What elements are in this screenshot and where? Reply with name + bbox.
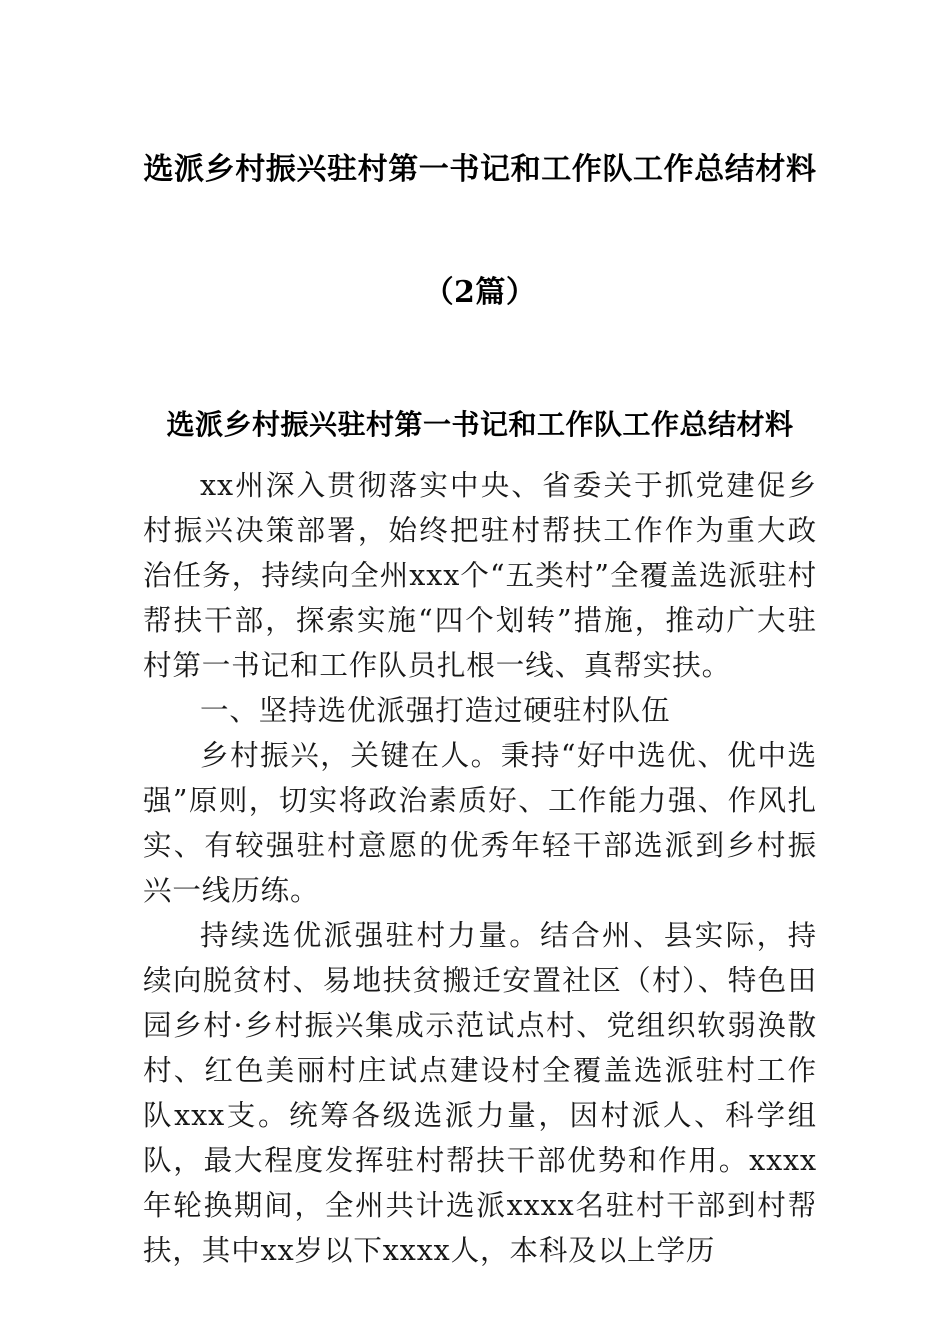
paragraph-talent: 乡村振兴，关键在人。秉持“好中选优、优中选强”原则，切实将政治素质好、工作能力强、作风扎实、有较强驻村意愿的优秀年轻干部选派到乡村振兴一线历练。 [143, 739, 817, 907]
paragraph-intro: xx州深入贯彻落实中央、省委关于抓党建促乡村振兴决策部署，始终把驻村帮扶工作作为重大政治任务，持续向全州xxx个“五类村”全覆盖选派驻村帮扶干部，探索实施“四个划转”措施，推动广大驻村第一书记和工作队员扎根一线、真帮实扶。 [143, 469, 817, 682]
document-count-label: （2篇） [423, 275, 537, 310]
paragraph-deployment: 持续选优派强驻村力量。结合州、县实际，持续向脱贫村、易地扶贫搬迁安置社区（村）、特色田园乡村·乡村振兴集成示范试点村、党组织软弱涣散村、红色美丽村庄试点建设村全覆盖选派驻村工作队xxx支。统筹各级选派力量，因村派人、科学组队，最大程度发挥驻村帮扶干部优势和作用。xxxx年轮换期间，全州共计选派xxxx名驻村干部到村帮扶，其中xx岁以下xxxx人，本科及以上学历 [143, 919, 817, 1267]
article-heading: 选派乡村振兴驻村第一书记和工作队工作总结材料 [166, 408, 794, 441]
body-text-block [143, 447, 817, 1273]
section-heading-one: 一、坚持选优派强打造过硬驻村队伍 [200, 694, 671, 727]
cover-title: 选派乡村振兴驻村第一书记和工作队工作总结材料 [143, 152, 817, 187]
page-content [143, 0, 817, 1273]
